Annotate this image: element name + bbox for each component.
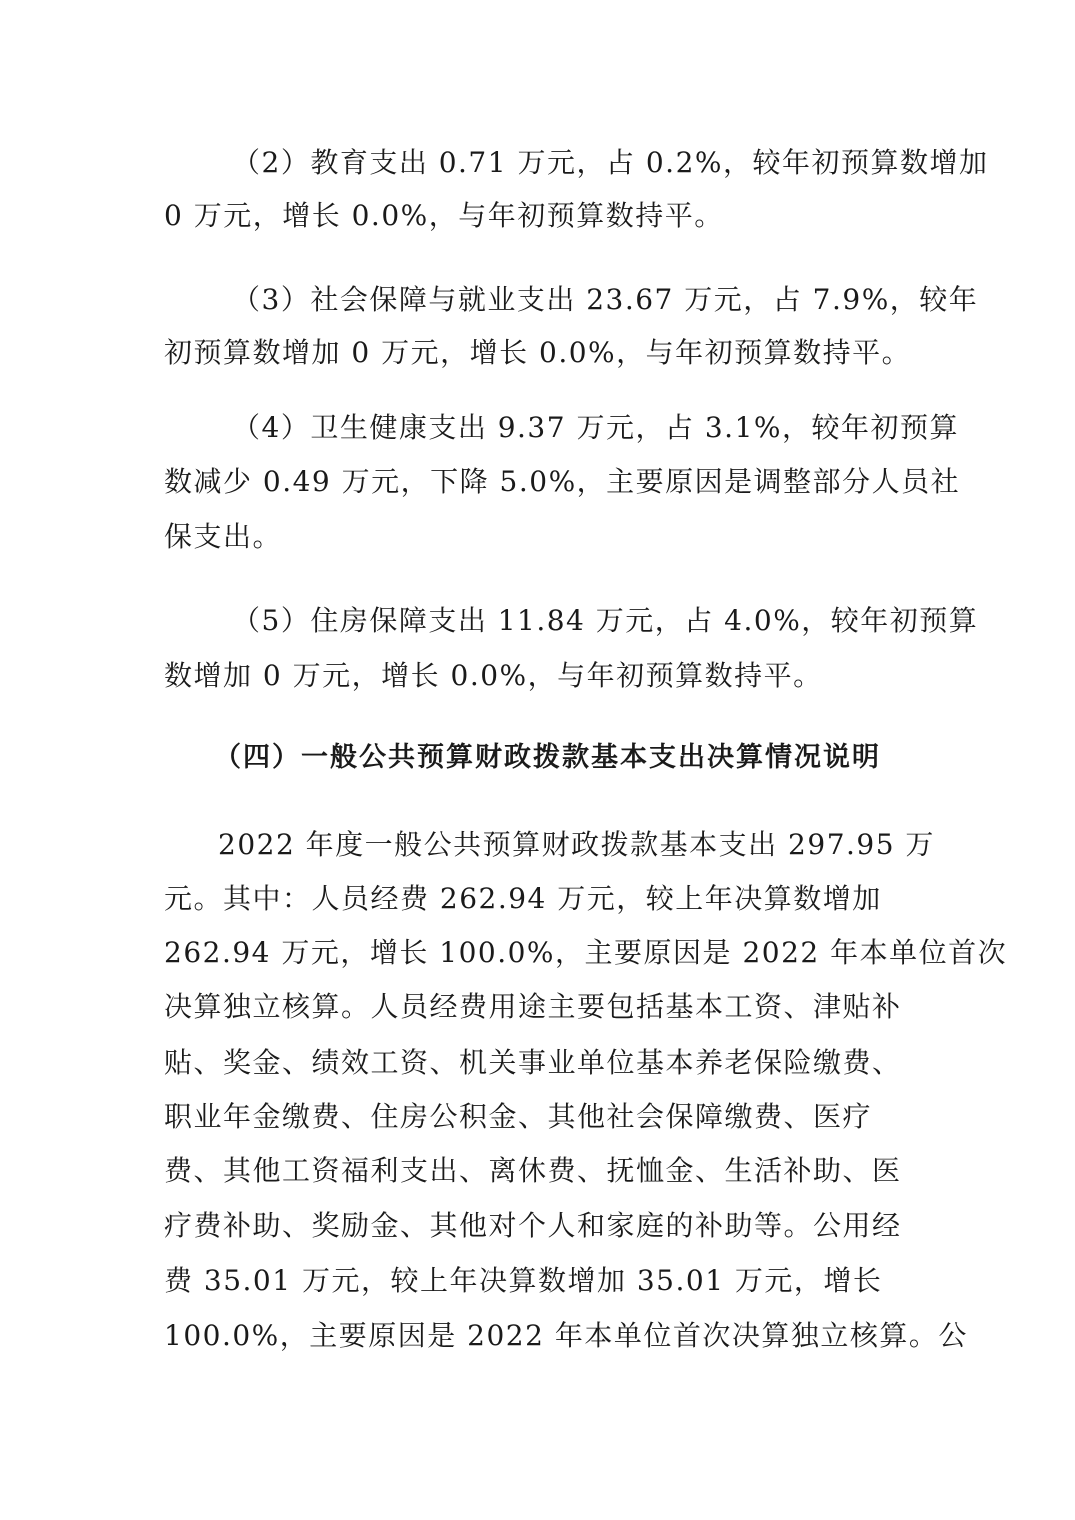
paragraph-health-line-2: 数减少 0.49 万元，下降 5.0%，主要原因是调整部分人员社 — [164, 465, 961, 498]
body-line-7: 费、其他工资福利支出、离休费、抚恤金、生活补助、医 — [164, 1154, 902, 1187]
paragraph-social-security-line-2: 初预算数增加 0 万元，增长 0.0%，与年初预算数持平。 — [164, 336, 912, 369]
body-line-6: 职业年金缴费、住房公积金、其他社会保障缴费、医疗 — [164, 1100, 873, 1133]
section-heading: （四）一般公共预算财政拨款基本支出决算情况说明 — [214, 742, 881, 773]
paragraph-health-line-3: 保支出。 — [164, 520, 283, 553]
body-line-1: 2022 年度一般公共预算财政拨款基本支出 297.95 万 — [218, 828, 935, 861]
body-line-8: 疗费补助、奖励金、其他对个人和家庭的补助等。公用经 — [164, 1209, 902, 1242]
paragraph-health-line-1: （4）卫生健康支出 9.37 万元，占 3.1%，较年初预算 — [232, 411, 959, 444]
paragraph-housing-line-1: （5）住房保障支出 11.84 万元，占 4.0%，较年初预算 — [232, 604, 979, 637]
body-line-4: 决算独立核算。人员经费用途主要包括基本工资、津贴补 — [164, 990, 902, 1023]
body-line-3: 262.94 万元，增长 100.0%，主要原因是 2022 年本单位首次 — [164, 936, 1008, 969]
paragraph-social-security-line-1: （3）社会保障与就业支出 23.67 万元，占 7.9%，较年 — [232, 283, 979, 316]
body-line-10: 100.0%，主要原因是 2022 年本单位首次决算独立核算。公 — [164, 1319, 968, 1352]
paragraph-housing-line-2: 数增加 0 万元，增长 0.0%，与年初预算数持平。 — [164, 659, 823, 692]
body-line-2: 元。其中：人员经费 262.94 万元，较上年决算数增加 — [164, 882, 882, 915]
paragraph-education-line-2: 0 万元，增长 0.0%，与年初预算数持平。 — [164, 199, 724, 232]
body-line-9: 费 35.01 万元，较上年决算数增加 35.01 万元，增长 — [164, 1264, 883, 1297]
paragraph-education-line-1: （2）教育支出 0.71 万元，占 0.2%，较年初预算数增加 — [232, 146, 989, 179]
body-line-5: 贴、奖金、绩效工资、机关事业单位基本养老保险缴费、 — [164, 1046, 902, 1079]
